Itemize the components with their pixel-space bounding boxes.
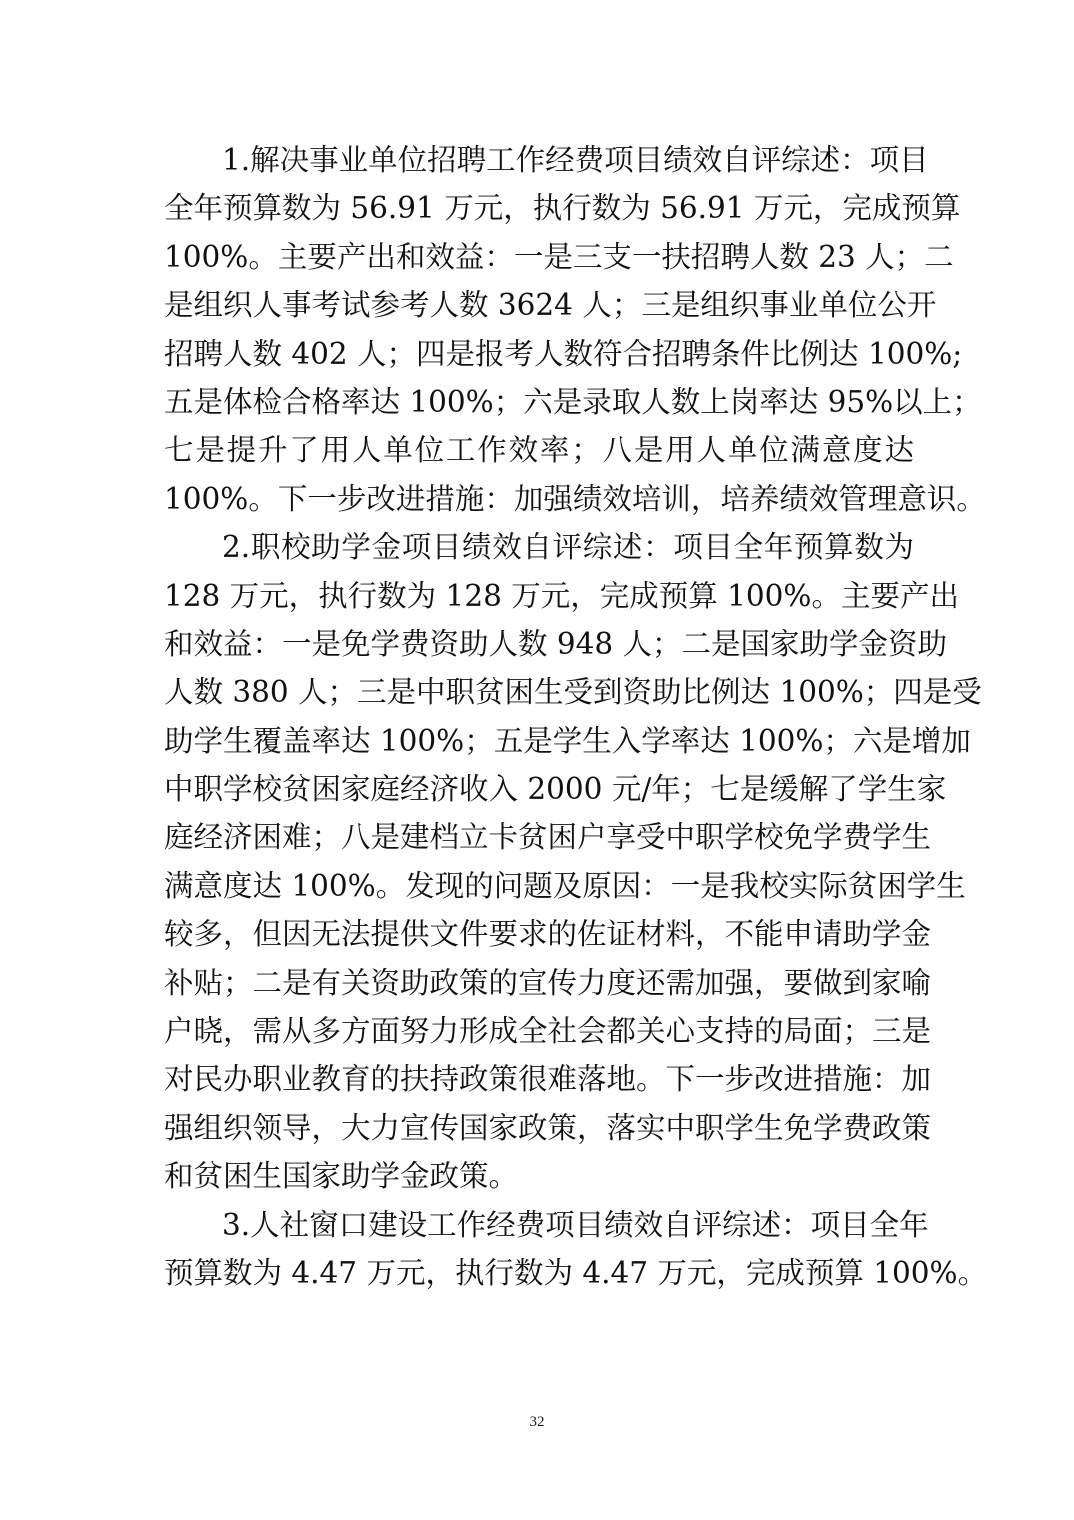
paragraph-line: 五是体检合格率达 100%；六是录取人数上岗率达 95%以上；	[164, 384, 982, 419]
paragraph-line: 2.职校助学金项目绩效自评综述：项目全年预算数为	[222, 530, 914, 565]
paragraph-line: 3.人社窗口建设工作经费项目绩效自评综述：项目全年	[222, 1207, 929, 1242]
paragraph-line: 满意度达 100%。发现的问题及原因：一是我校实际贫困学生	[164, 868, 966, 903]
paragraph-line: 较多，但因无法提供文件要求的佐证材料，不能申请助学金	[164, 917, 932, 952]
paragraph-line: 助学生覆盖率达 100%；五是学生入学率达 100%；六是增加	[164, 723, 971, 758]
paragraph-line: 和效益：一是免学费资助人数 948 人；二是国家助学金资助	[164, 626, 948, 661]
paragraph-line: 全年预算数为 56.91 万元，执行数为 56.91 万元，完成预算	[164, 191, 961, 226]
paragraph-line: 七是提升了用人单位工作效率；八是用人单位满意度达	[164, 433, 914, 468]
paragraph-line: 预算数为 4.47 万元，执行数为 4.47 万元，完成预算 100%。	[164, 1255, 988, 1290]
paragraph-line: 100%。下一步改进措施：加强绩效培训，培养绩效管理意识。	[164, 481, 986, 516]
paragraph-line: 补贴；二是有关资助政策的宣传力度还需加强，要做到家喻	[164, 965, 932, 1000]
paragraph-2	[164, 523, 982, 1200]
paragraph-line: 和贫困生国家助学金政策。	[164, 1159, 519, 1194]
paragraph-line: 庭经济困难；八是建档立卡贫困户享受中职学校免学费学生	[164, 820, 932, 855]
paragraph-line: 户晓，需从多方面努力形成全社会都关心支持的局面；三是	[164, 1014, 932, 1049]
paragraph-line: 招聘人数 402 人；四是报考人数符合招聘条件比例达 100%;	[164, 336, 963, 371]
document-body	[164, 136, 988, 1297]
paragraph-1	[164, 136, 986, 523]
page-number: 32	[529, 1414, 545, 1430]
paragraph-line: 对民办职业教育的扶持政策很难落地。下一步改进措施：加	[164, 1062, 932, 1097]
paragraph-line: 人数 380 人；三是中职贫困生受到资助比例达 100%；四是受	[164, 675, 982, 710]
paragraph-3	[164, 1201, 988, 1298]
paragraph-line: 128 万元，执行数为 128 万元，完成预算 100%。主要产出	[164, 578, 959, 613]
paragraph-line: 100%。主要产出和效益：一是三支一扶招聘人数 23 人；二	[164, 239, 954, 274]
paragraph-line: 是组织人事考试参考人数 3624 人；三是组织事业单位公开	[164, 288, 937, 323]
paragraph-line: 1.解决事业单位招聘工作经费项目绩效自评综述：项目	[222, 143, 929, 177]
paragraph-line: 中职学校贫困家庭经济收入 2000 元/年；七是缓解了学生家	[164, 772, 947, 807]
paragraph-line: 强组织领导，大力宣传国家政策，落实中职学生免学费政策	[164, 1110, 932, 1145]
